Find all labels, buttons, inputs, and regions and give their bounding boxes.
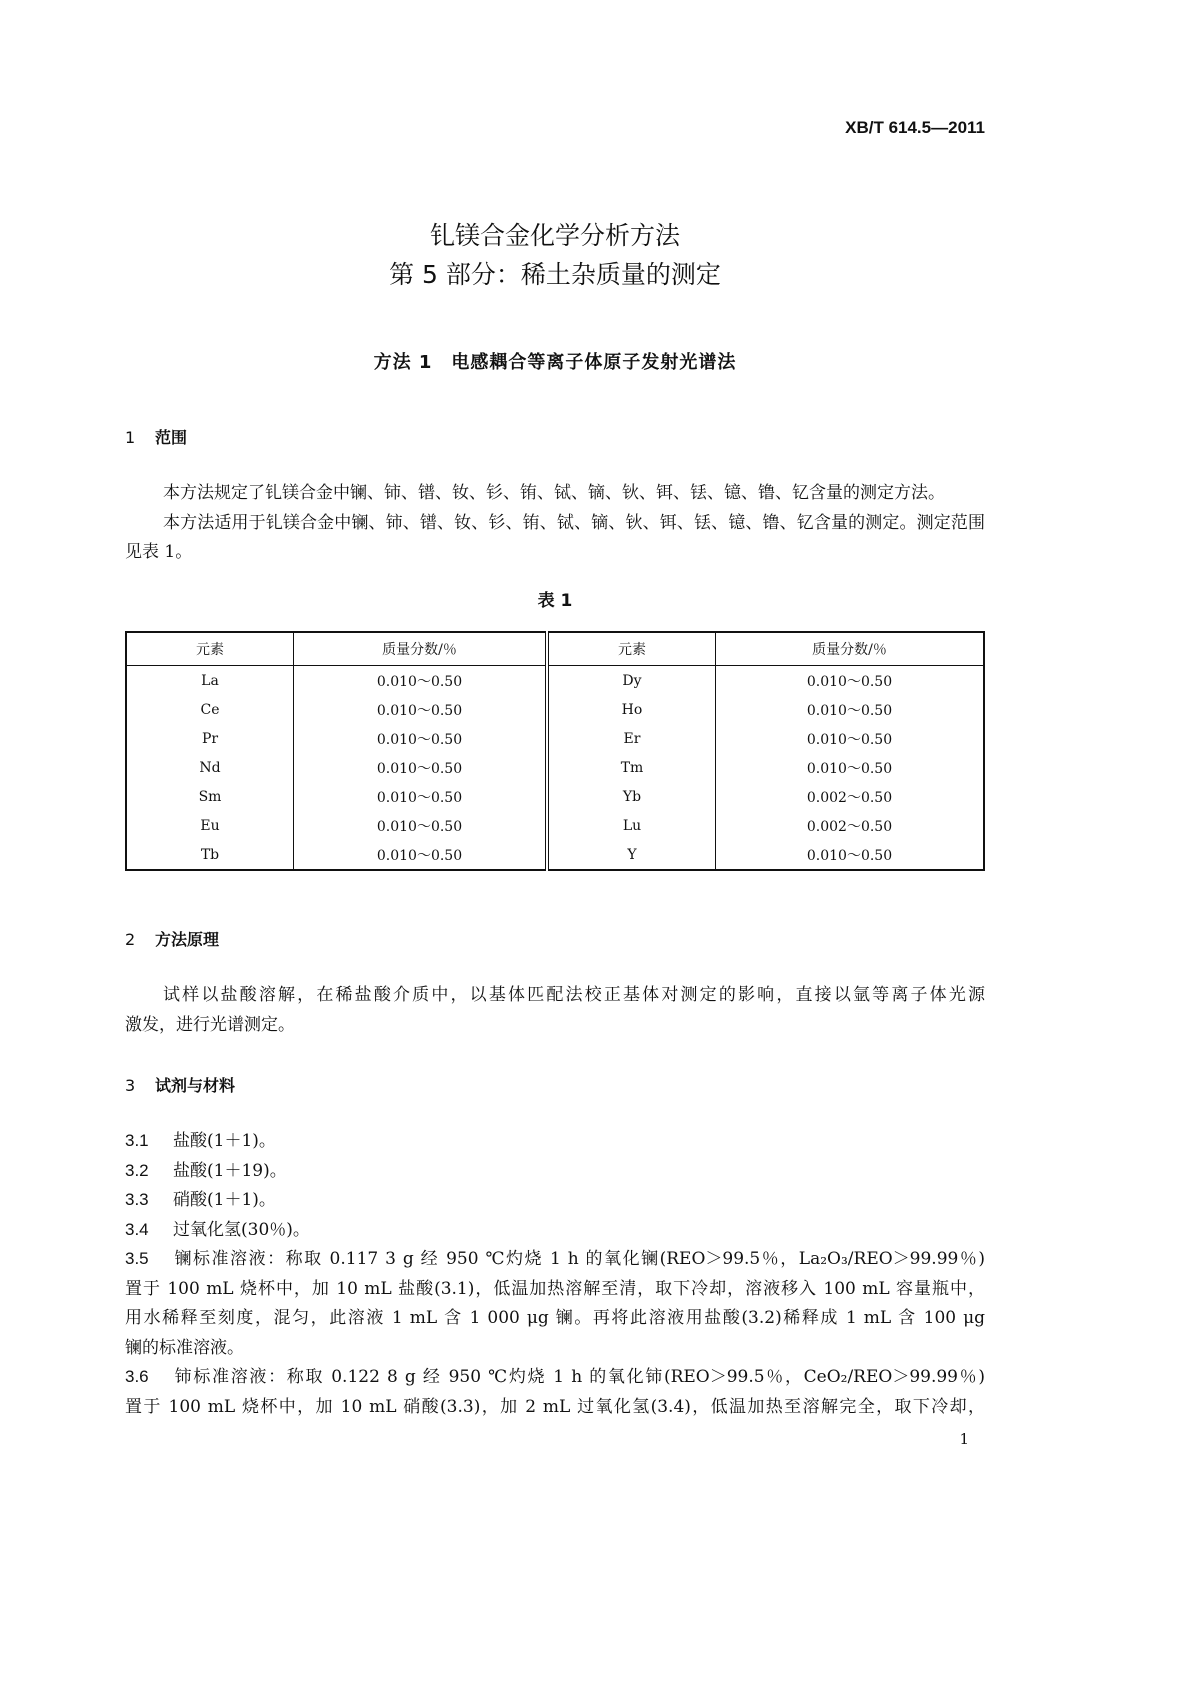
reagent-item-continuation: 置于 100 mL 烧杯中，加 10 mL 盐酸(3.1)，低温加热溶解至清，取下冷却，溶液移入 100 mL 容量瓶中， — [125, 1278, 985, 1299]
page-number: 1 — [959, 1430, 969, 1448]
method-heading: 方法 1 电感耦合等离子体原子发射光谱法 — [373, 352, 737, 373]
item-text: 过氧化氢(30％)。 — [173, 1219, 310, 1240]
reagent-item-continuation: 置于 100 mL 烧杯中，加 10 mL 硝酸(3.3)，加 2 mL 过氧化氢(3.4)，低温加热至溶解完全，取下冷却， — [125, 1396, 985, 1417]
table-cell: Sm — [126, 782, 294, 811]
table-cell: Eu — [126, 811, 294, 840]
table-row — [126, 811, 984, 840]
section-title: 范围 — [155, 428, 188, 447]
table-cell: 0.010～0.50 — [294, 811, 548, 840]
table-row — [126, 724, 984, 753]
item-text: 铈标准溶液：称取 0.122 8 g 经 950 ℃灼烧 1 h 的氧化铈(REO＞99.5％，CeO₂/REO＞99.99％) — [173, 1367, 985, 1387]
section-1-heading — [125, 425, 187, 448]
table-cell: 0.010～0.50 — [806, 702, 893, 719]
table-cell: Er — [547, 724, 716, 753]
section-title: 试剂与材料 — [155, 1076, 236, 1095]
item-number: 3.1 — [125, 1131, 149, 1150]
table-cell: Ho — [547, 695, 716, 724]
section-3-heading — [125, 1073, 235, 1096]
table-cell: Yb — [547, 782, 716, 811]
table-cell: 0.010～0.50 — [294, 695, 548, 724]
table-cell: Dy — [547, 666, 716, 696]
table-header-row — [126, 632, 984, 666]
table-cell: 0.010～0.50 — [806, 847, 893, 864]
table-cell: 0.010～0.50 — [806, 673, 893, 690]
paragraph-line: 本方法适用于钆镁合金中镧、铈、镨、钕、钐、铕、铽、镝、钬、铒、铥、镱、镥、钇含量的测定。测定范围 — [163, 513, 985, 533]
section-number: 2 — [125, 930, 136, 949]
item-text: 镧标准溶液：称取 0.117 3 g 经 950 ℃灼烧 1 h 的氧化镧(REO＞99.5％，La₂O₃/REO＞99.99％) — [173, 1249, 985, 1269]
item-number: 3.5 — [125, 1249, 149, 1268]
paragraph-line: 本方法规定了钆镁合金中镧、铈、镨、钕、钐、铕、铽、镝、钬、铒、铥、镱、镥、钇含量的测定方法。 — [163, 483, 945, 503]
table-cell: Lu — [547, 811, 716, 840]
range-table — [125, 631, 985, 871]
table-cell: 0.010～0.50 — [294, 840, 548, 870]
paragraph-line: 见表 1。 — [125, 542, 193, 562]
table-cell: 0.010～0.50 — [294, 753, 548, 782]
paragraph-line: 激发，进行光谱测定。 — [125, 1015, 295, 1035]
table-cell: 0.002～0.50 — [806, 818, 893, 835]
section-2-heading — [125, 927, 219, 950]
item-number: 3.2 — [125, 1160, 149, 1180]
table-row — [126, 666, 984, 696]
item-text: 盐酸(1＋19)。 — [173, 1160, 287, 1181]
column-header: 质量分数/％ — [294, 632, 548, 666]
column-header: 元素 — [126, 632, 294, 666]
table-cell: Pr — [126, 724, 294, 753]
table-cell: Y — [547, 840, 716, 870]
item-text: 硝酸(1＋1)。 — [173, 1190, 276, 1210]
reagent-item — [125, 1220, 985, 1240]
table-row — [126, 840, 984, 870]
table-caption: 表 1 — [537, 591, 573, 611]
table-cell: Nd — [126, 753, 294, 782]
section-title: 方法原理 — [155, 930, 220, 949]
table-cell: 0.002～0.50 — [806, 789, 893, 806]
table-cell: Tb — [126, 840, 294, 870]
item-number: 3.3 — [125, 1190, 149, 1209]
table-cell: Ce — [126, 695, 294, 724]
table-cell: La — [126, 666, 294, 696]
document-title: 钆镁合金化学分析方法 — [429, 221, 680, 250]
reagent-item-continuation: 镧的标准溶液。 — [125, 1337, 244, 1358]
reagent-item — [125, 1249, 985, 1269]
item-number: 3.6 — [125, 1367, 149, 1386]
reagent-item — [125, 1131, 985, 1151]
table-row — [126, 753, 984, 782]
paragraph-line: 试样以盐酸溶解，在稀盐酸介质中，以基体匹配法校正基体对测定的影响，直接以氩等离子体光源 — [163, 985, 985, 1005]
standard-number: XB/T 614.5—2011 — [845, 118, 985, 137]
item-text: 盐酸(1＋1)。 — [173, 1131, 276, 1151]
column-header: 元素 — [547, 632, 716, 666]
reagent-item — [125, 1367, 985, 1387]
table-cell: 0.010～0.50 — [294, 666, 548, 696]
column-header: 质量分数/％ — [716, 632, 985, 666]
table-cell: Tm — [547, 753, 716, 782]
document-subtitle: 第 5 部分：稀土杂质量的测定 — [389, 260, 721, 289]
reagent-item-continuation: 用水稀释至刻度，混匀，此溶液 1 mL 含 1 000 μg 镧。再将此溶液用盐酸(3.2)稀释成 1 mL 含 100 μg — [125, 1308, 985, 1328]
item-number: 3.4 — [125, 1219, 149, 1239]
table-cell: 0.010～0.50 — [806, 731, 893, 748]
table-cell: 0.010～0.50 — [806, 760, 893, 777]
section-number: 1 — [125, 428, 136, 447]
table-cell: 0.010～0.50 — [294, 782, 548, 811]
section-number: 3 — [125, 1076, 136, 1095]
reagent-item — [125, 1190, 985, 1210]
reagent-item — [125, 1161, 985, 1181]
table-row — [126, 782, 984, 811]
table-cell: 0.010～0.50 — [294, 724, 548, 753]
table-row — [126, 695, 984, 724]
